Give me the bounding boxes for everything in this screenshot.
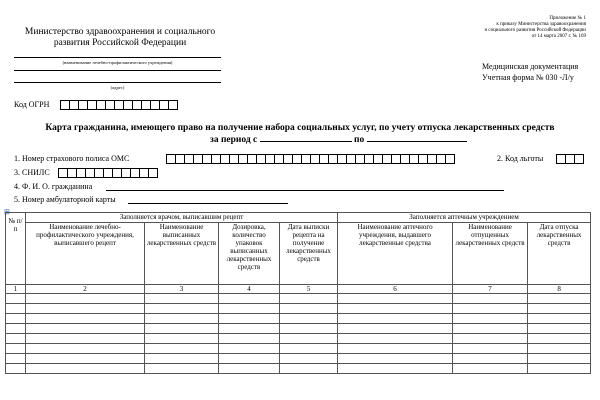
table-cell[interactable] <box>6 354 26 364</box>
form-title-line-2 <box>210 135 467 145</box>
char-box[interactable] <box>574 154 584 164</box>
document-type <box>482 61 578 83</box>
table-cell[interactable] <box>528 364 591 374</box>
appendix-note <box>436 16 586 40</box>
table-row <box>6 314 591 324</box>
col-header-drugs-dispensed: Наименование отпущенных лекарственных средств <box>453 223 528 285</box>
char-box[interactable] <box>148 168 158 178</box>
table-cell[interactable] <box>26 334 145 344</box>
table-cell[interactable] <box>338 334 453 344</box>
oms-cells[interactable] <box>166 154 454 164</box>
table-cell[interactable] <box>528 344 591 354</box>
benefit-cells[interactable] <box>556 154 583 164</box>
col-number: 4 <box>219 285 280 294</box>
appendix-line-1: Приложение № 1 <box>549 16 586 21</box>
table-cell[interactable] <box>219 364 280 374</box>
doc-type-line-1: Медицинская документация <box>482 62 579 71</box>
table-cell[interactable] <box>338 344 453 354</box>
card-line[interactable] <box>128 203 288 204</box>
table-cell[interactable] <box>26 294 145 304</box>
table-cell[interactable] <box>6 334 26 344</box>
table-cell[interactable] <box>219 324 280 334</box>
ogrn-cells[interactable] <box>60 100 177 110</box>
table-cell[interactable] <box>280 334 338 344</box>
table-row <box>6 294 591 304</box>
table-cell[interactable] <box>219 314 280 324</box>
institution-name-line <box>14 57 221 58</box>
drug-dispensing-table <box>5 212 591 374</box>
table-cell[interactable] <box>145 314 219 324</box>
table-cell[interactable] <box>280 324 338 334</box>
address-line <box>14 82 221 83</box>
table-cell[interactable] <box>26 304 145 314</box>
col-header-pharmacy: Наименование аптечного учреждения, выдавшего лекарственные средства <box>338 223 453 285</box>
table-cell[interactable] <box>26 354 145 364</box>
table-cell[interactable] <box>453 324 528 334</box>
table-cell[interactable] <box>26 344 145 354</box>
table-cell[interactable] <box>280 304 338 314</box>
period-from-line[interactable] <box>260 141 352 142</box>
appendix-line-2: к приказу Министерства здравоохранения <box>496 22 586 27</box>
period-to-label: по <box>354 135 365 145</box>
institution-hint: (наименование лечебно-профилактического учреждения) <box>62 60 173 65</box>
col-header-drugs-prescribed: Наименование выписанных лекарственных средств <box>145 223 219 285</box>
table-cell[interactable] <box>26 314 145 324</box>
fio-label: 4. Ф. И. О. гражданина <box>14 182 93 191</box>
snils-cells[interactable] <box>58 168 157 178</box>
table-cell[interactable] <box>528 314 591 324</box>
address-hint: (адрес) <box>110 85 125 90</box>
col-header-dispense-date: Дата отпуска лекарственных средств <box>528 223 591 285</box>
col-header-institution: Наименование лечебно-профилактического учреждения, выписавшего рецепт <box>26 223 145 285</box>
table-cell[interactable] <box>6 324 26 334</box>
doctor-group-header: Заполняется врачом, выписавшим рецепт <box>26 213 338 223</box>
table-cell[interactable] <box>145 364 219 374</box>
col-number: 1 <box>6 285 26 294</box>
table-cell[interactable] <box>219 304 280 314</box>
table-row <box>6 364 591 374</box>
char-box[interactable] <box>168 100 178 110</box>
table-cell[interactable] <box>145 294 219 304</box>
table-cell[interactable] <box>280 314 338 324</box>
table-row <box>6 304 591 314</box>
table-cell[interactable] <box>453 304 528 314</box>
table-cell[interactable] <box>219 334 280 344</box>
pharmacy-group-header: Заполняется аптечным учреждением <box>338 213 591 223</box>
table-cell[interactable] <box>26 364 145 374</box>
col-number: 6 <box>338 285 453 294</box>
table-cell[interactable] <box>528 294 591 304</box>
period-to-line[interactable] <box>367 141 467 142</box>
table-cell[interactable] <box>219 354 280 364</box>
table-handle-icon[interactable]: ⊞ <box>4 208 10 216</box>
table-cell[interactable] <box>145 334 219 344</box>
snils-label: 3. СНИЛС <box>14 168 50 177</box>
table-cell[interactable] <box>280 354 338 364</box>
appendix-line-4: от 14 марта 2007 г. № 169 <box>531 34 586 39</box>
table-cell[interactable] <box>6 294 26 304</box>
num-header: № п/п <box>6 213 26 285</box>
table-cell[interactable] <box>528 354 591 364</box>
table-cell[interactable] <box>145 324 219 334</box>
char-box[interactable] <box>445 154 455 164</box>
period-from-label: за период с <box>210 135 258 145</box>
col-header-prescription-date: Дата выписки рецепта на получение лекарственных средств <box>280 223 338 285</box>
table-cell[interactable] <box>145 304 219 314</box>
table-cell[interactable] <box>6 364 26 374</box>
table-cell[interactable] <box>453 364 528 374</box>
table-cell[interactable] <box>6 344 26 354</box>
table-cell[interactable] <box>453 314 528 324</box>
col-number: 8 <box>528 285 591 294</box>
table-cell[interactable] <box>219 294 280 304</box>
table-cell[interactable] <box>280 364 338 374</box>
table-cell[interactable] <box>338 304 453 314</box>
table-row <box>6 354 591 364</box>
col-number: 3 <box>145 285 219 294</box>
table-cell[interactable] <box>338 364 453 374</box>
table-cell[interactable] <box>338 314 453 324</box>
table-cell[interactable] <box>280 344 338 354</box>
col-number: 5 <box>280 285 338 294</box>
table-cell[interactable] <box>338 354 453 364</box>
benefit-label: 2. Код льготы <box>497 154 544 163</box>
fio-line[interactable] <box>106 190 504 191</box>
table-row <box>6 334 591 344</box>
table-cell[interactable] <box>145 354 219 364</box>
table-cell[interactable] <box>338 294 453 304</box>
table-cell[interactable] <box>528 334 591 344</box>
col-number: 2 <box>26 285 145 294</box>
table-cell[interactable] <box>338 324 453 334</box>
empty-rows <box>6 294 591 374</box>
table-cell[interactable] <box>453 344 528 354</box>
table-cell[interactable] <box>280 294 338 304</box>
table-cell[interactable] <box>26 324 145 334</box>
table-cell[interactable] <box>219 344 280 354</box>
form-title-line-1: Карта гражданина, имеющего право на получение набора социальных услуг, по учету отпуска лекарственных средств <box>45 123 555 133</box>
institution-name-line-2 <box>14 70 221 71</box>
table-cell[interactable] <box>6 314 26 324</box>
table-cell[interactable] <box>145 344 219 354</box>
col-header-dosage: Дозировка, количество упаковок выписанных лекарственных средств <box>219 223 280 285</box>
table-row <box>6 324 591 334</box>
table-cell[interactable] <box>6 304 26 314</box>
table-cell[interactable] <box>453 294 528 304</box>
col-number: 7 <box>453 285 528 294</box>
ogrn-label: Код ОГРН <box>14 100 50 109</box>
card-label: 5. Номер амбулаторной карты <box>14 195 116 204</box>
oms-label: 1. Номер страхового полиса ОМС <box>14 154 130 163</box>
table-cell[interactable] <box>453 334 528 344</box>
table-cell[interactable] <box>453 354 528 364</box>
doc-type-line-2: Учетная форма № 030 -Л/у <box>482 73 574 82</box>
table-cell[interactable] <box>528 324 591 334</box>
appendix-line-3: и социального развития Российской Федерации <box>484 28 586 33</box>
table-row <box>6 344 591 354</box>
ministry-name: Министерство здравоохранения и социального развития Российской Федерации <box>24 27 216 48</box>
table-cell[interactable] <box>528 304 591 314</box>
